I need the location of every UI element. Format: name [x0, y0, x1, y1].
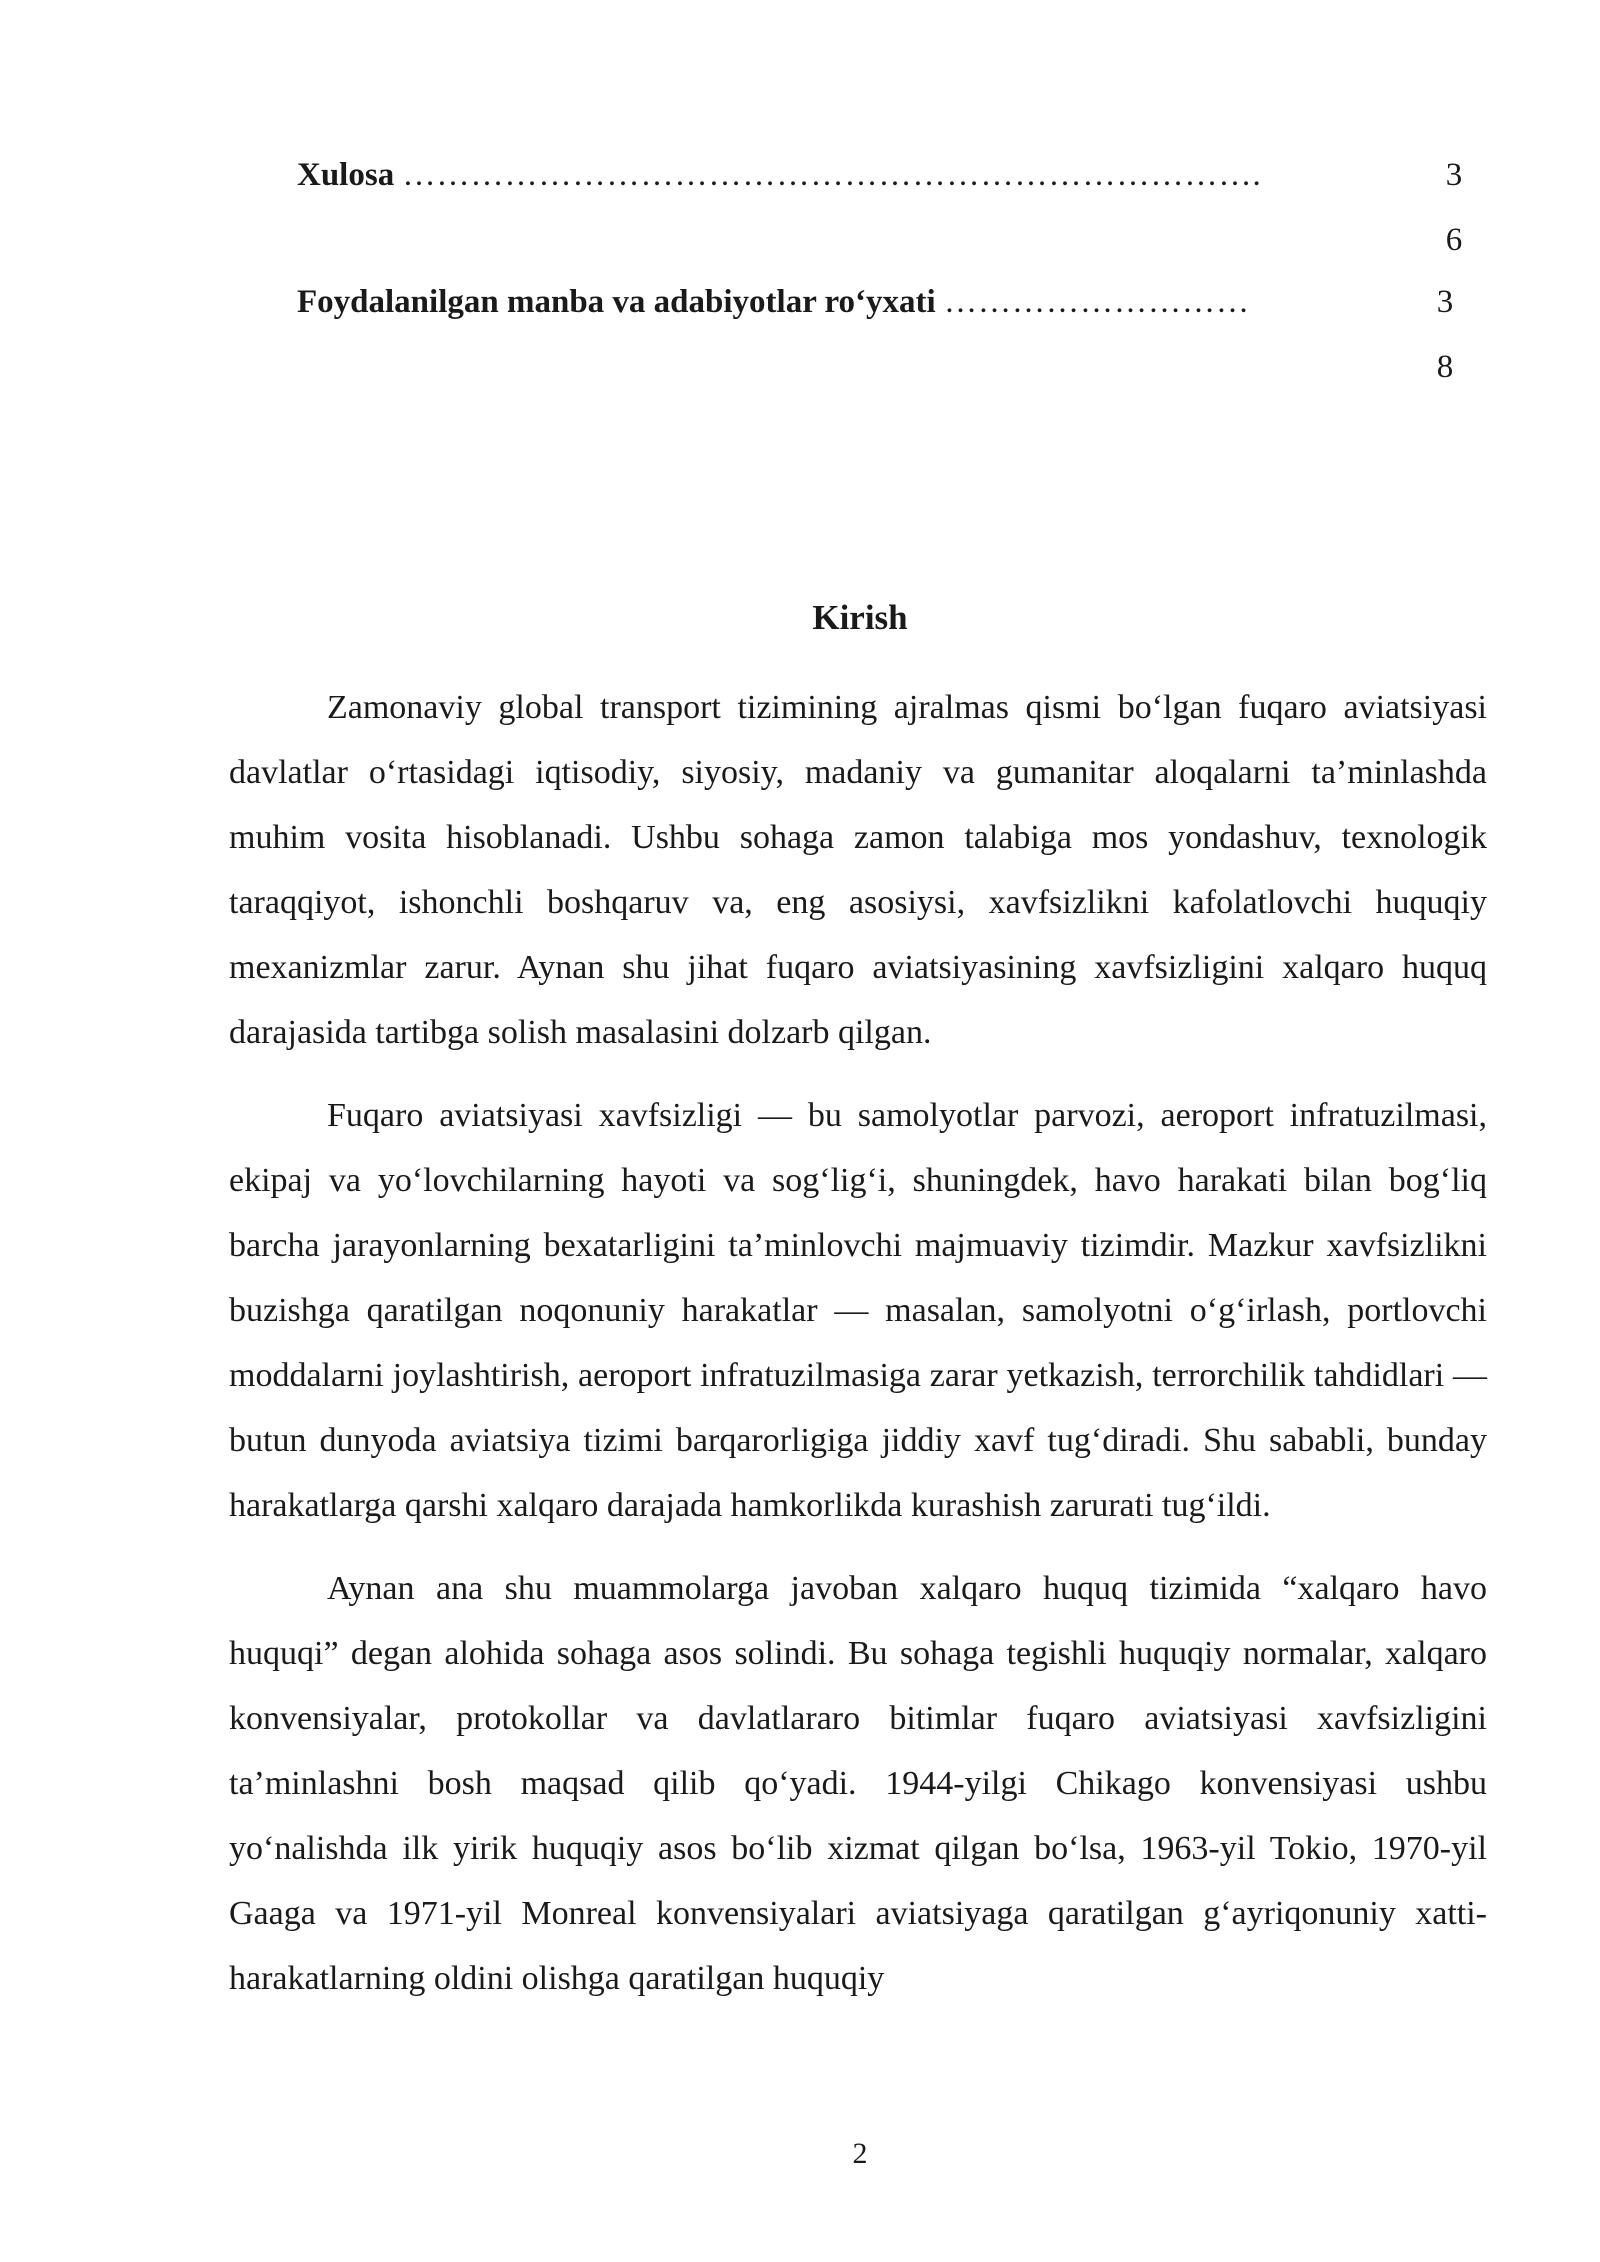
toc-entry-foydalanilgan-manba[interactable] [297, 282, 1250, 322]
toc-leader-dots: ……………………… [943, 284, 1250, 320]
body-paragraph: Fuqaro aviatsiyasi xavfsizligi — bu samolyotlar parvozi, aeroport infratuzilmasi, ekipaj va yo‘lovchilarning hayoti va sog‘lig‘i, shuningdek, havo harakati bilan bog‘liq barcha jarayonlarning bexatarligini ta’minlovchi majmuaviy tizimdir. Mazkur xavfsizlikni buzishga qaratilgan noqonuniy harakatlar — masalan, samolyotni o‘g‘irlash, portlovchi moddalarni joylashtirish, aeroport infratuzilmasiga zarar yetkazish, terrorchilik tahdidlari — butun dunyoda aviatsiya tizimi barqarorligiga jiddiy xavf tug‘diradi. Shu sababli, bunday harakatlarga qarshi xalqaro darajada hamkorlikda kurashish zarurati tug‘ildi. [229, 1097, 1487, 1524]
toc-page-number: 3 [1445, 157, 1463, 193]
page-number: 2 [852, 2137, 868, 2170]
toc-page-number: 3 [1436, 284, 1454, 320]
toc-entry-xulosa[interactable] [297, 155, 1262, 195]
toc-entry-title: Foydalanilgan manba va adabiyotlar ro‘yxati [297, 284, 936, 320]
section-heading: Kirish [812, 598, 908, 637]
body-paragraph: Zamonaviy global transport tizimining ajralmas qismi bo‘lgan fuqaro aviatsiyasi davlatlar o‘rtasidagi iqtisodiy, siyosiy, madaniy va gumanitar aloqalarni ta’minlashda muhim vosita hisoblanadi. Ushbu sohaga zamon talabiga mos yondashuv, texnologik taraqqiyot, ishonchli boshqaruv va, eng asosiysi, xavfsizlikni kafolatlovchi huquqiy mexanizmlar zarur. Aynan shu jihat fuqaro aviatsiyasining xavfsizligini xalqaro huquq darajasida tartibga solish masalasini dolzarb qilgan. [229, 689, 1487, 1051]
toc-page-number-continued: 8 [1436, 349, 1454, 385]
toc-leader-dots: …………………………………………………………………. [402, 157, 1262, 193]
section-body [229, 675, 1487, 2029]
body-paragraph: Aynan ana shu muammolarga javoban xalqaro huquq tizimida “xalqaro havo huquqi” degan alohida sohaga asos solindi. Bu sohaga tegishli huquqiy normalar, xalqaro konvensiyalar, protokollar va davlatlararo bitimlar fuqaro aviatsiyasi xavfsizligini ta’minlashni bosh maqsad qilib qo‘yadi. 1944-yilgi Chikago konvensiyasi ushbu yo‘nalishda ilk yirik huquqiy asos bo‘lib xizmat qilgan bo‘lsa, 1963-yil Tokio, 1970-yil Gaaga va 1971-yil Monreal konvensiyalari aviatsiyaga qaratilgan g‘ayriqonuniy xatti-harakatlarning oldini olishga qaratilgan huquqiy [229, 1570, 1487, 1997]
toc-entry-title: Xulosa [297, 157, 395, 193]
toc-page-number-continued: 6 [1445, 222, 1463, 258]
